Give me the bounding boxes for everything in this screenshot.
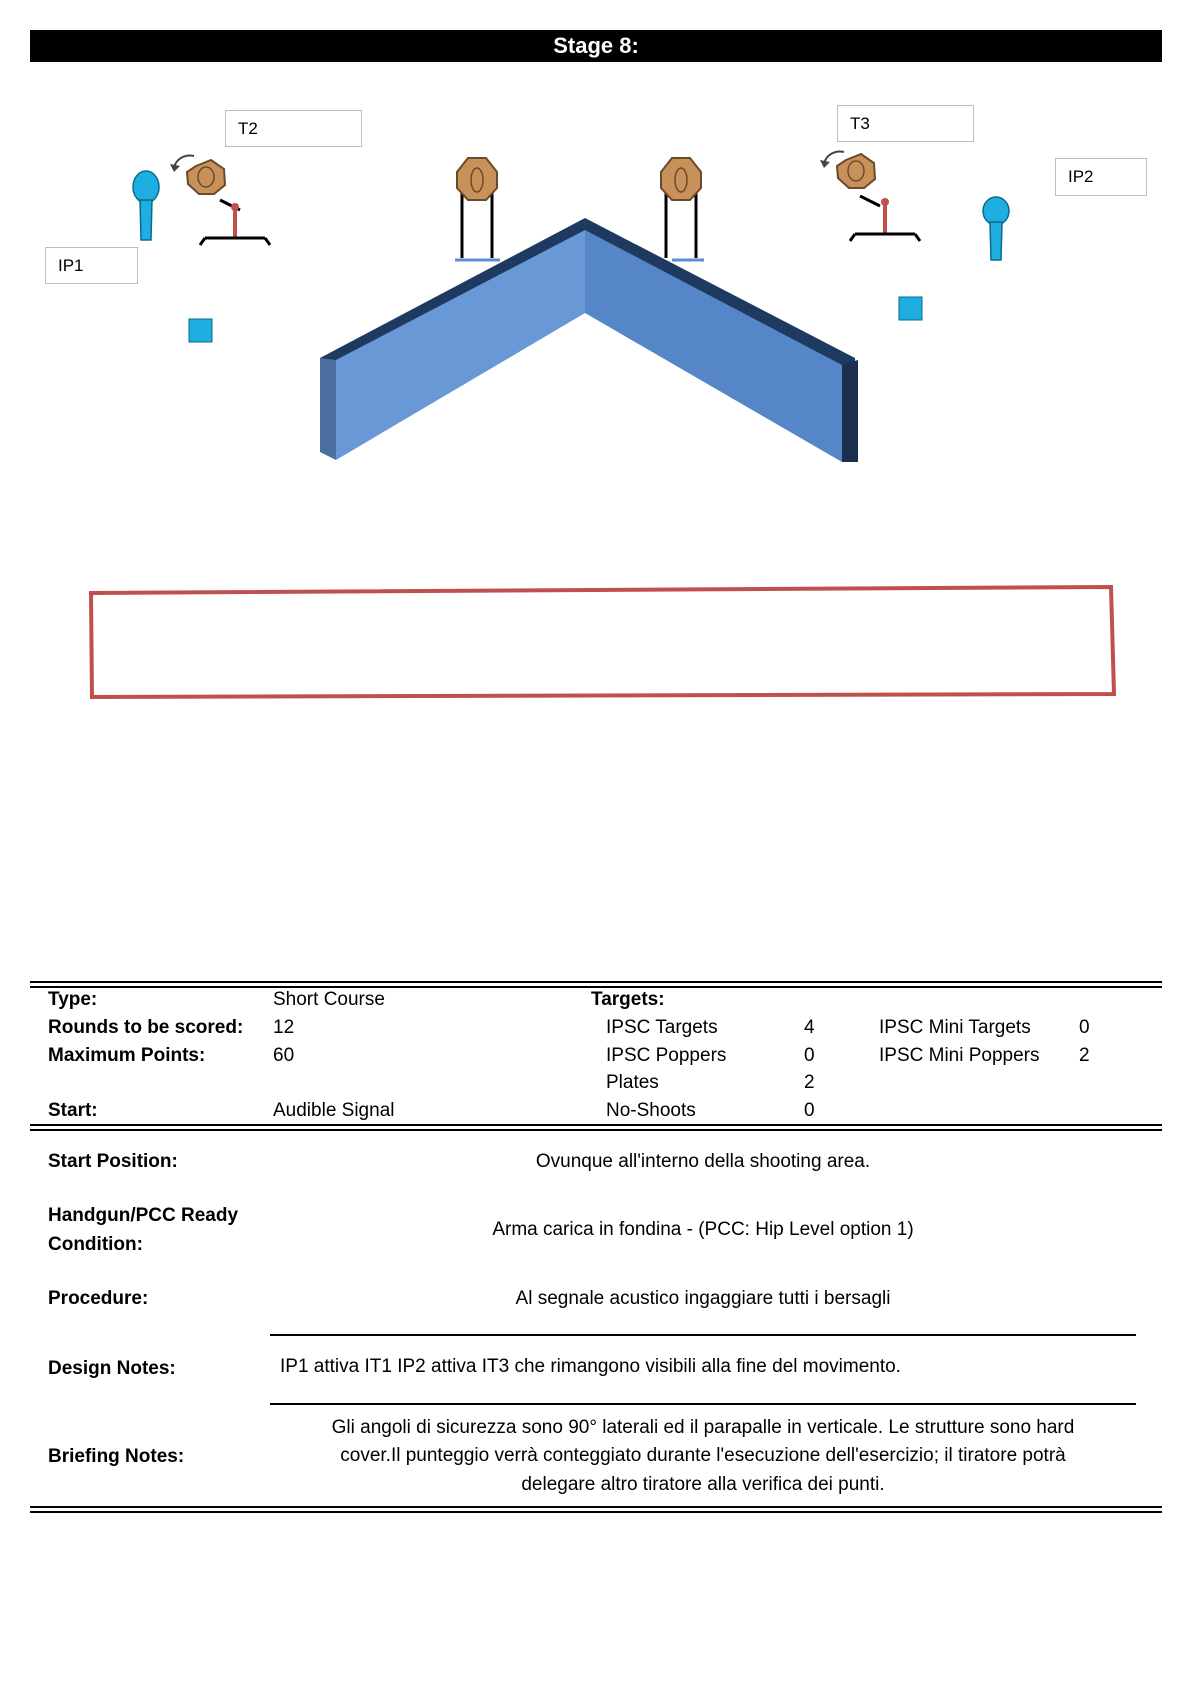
target-count: 0 [804, 1100, 815, 1121]
stage-diagram-svg [0, 80, 1191, 730]
type-label: Type: [48, 989, 98, 1010]
label-t2: T2 [225, 110, 362, 147]
stage-diagram [0, 80, 1191, 730]
info-mid-rule [30, 1124, 1162, 1131]
rounds-label: Rounds to be scored: [48, 1017, 244, 1038]
target-count: 0 [804, 1045, 815, 1066]
target-name: Plates [606, 1072, 659, 1093]
target-name: IPSC Mini Poppers [879, 1045, 1040, 1066]
info-bottom-rule [30, 1506, 1162, 1513]
barricade-wall [320, 218, 858, 462]
rounds-value: 12 [273, 1017, 295, 1038]
plate-left [189, 319, 212, 342]
type-value: Short Course [273, 989, 385, 1010]
label-ip2: IP2 [1055, 158, 1147, 196]
stage-title: Stage 8: [30, 30, 1162, 62]
target-name: IPSC Poppers [606, 1045, 727, 1066]
label-t3: T3 [837, 105, 974, 142]
targets-label: Targets: [591, 989, 665, 1010]
target-count: 2 [804, 1072, 815, 1093]
divider [270, 1334, 1136, 1336]
ready-value: Arma carica in fondina - (PCC: Hip Level option 1) [492, 1219, 914, 1240]
target-count: 2 [1079, 1045, 1090, 1066]
label-ip1: IP1 [45, 247, 138, 284]
info-top-rule [30, 981, 1162, 988]
target-count: 0 [1079, 1017, 1090, 1038]
procedure-value: Al segnale acustico ingaggiare tutti i bersagli [515, 1288, 891, 1309]
plate-right [899, 297, 922, 320]
target-name: IPSC Targets [606, 1017, 718, 1038]
start-value: Audible Signal [273, 1100, 395, 1121]
activator-ip2 [983, 197, 1009, 260]
ready-label-line2: Condition: [48, 1234, 143, 1255]
start-label: Start: [48, 1100, 98, 1121]
start-position-value: Ovunque all'interno della shooting area. [535, 1151, 871, 1172]
activator-ip1 [133, 171, 159, 240]
start-position-label: Start Position: [48, 1151, 178, 1172]
mini-popper-t3 [820, 152, 920, 242]
ready-label-line1: Handgun/PCC Ready [48, 1205, 239, 1226]
design-notes-label: Design Notes: [48, 1358, 176, 1379]
shooting-area-box [91, 587, 1114, 697]
target-name: IPSC Mini Targets [879, 1017, 1031, 1038]
briefing-notes-label: Briefing Notes: [48, 1446, 185, 1467]
divider [270, 1403, 1136, 1405]
ipsc-target-center-right [661, 158, 704, 260]
briefing-line: cover.Il punteggio verrà conteggiato durante l'esecuzione dell'esercizio; il tiratore potrà [340, 1445, 1066, 1466]
points-value: 60 [273, 1045, 295, 1066]
briefing-line: Gli angoli di sicurezza sono 90° laterali ed il parapalle in verticale. Le strutture sono hard [331, 1417, 1075, 1438]
ipsc-target-center-left [455, 158, 500, 260]
procedure-label: Procedure: [48, 1288, 149, 1309]
briefing-line: delegare altro tiratore alla verifica dei punti. [521, 1474, 885, 1495]
target-name: No-Shoots [606, 1100, 696, 1121]
mini-popper-t2 [170, 156, 270, 246]
target-count: 4 [804, 1017, 815, 1038]
points-label: Maximum Points: [48, 1045, 206, 1066]
design-notes-value: IP1 attiva IT1 IP2 attiva IT3 che rimangono visibili alla fine del movimento. [280, 1356, 901, 1377]
